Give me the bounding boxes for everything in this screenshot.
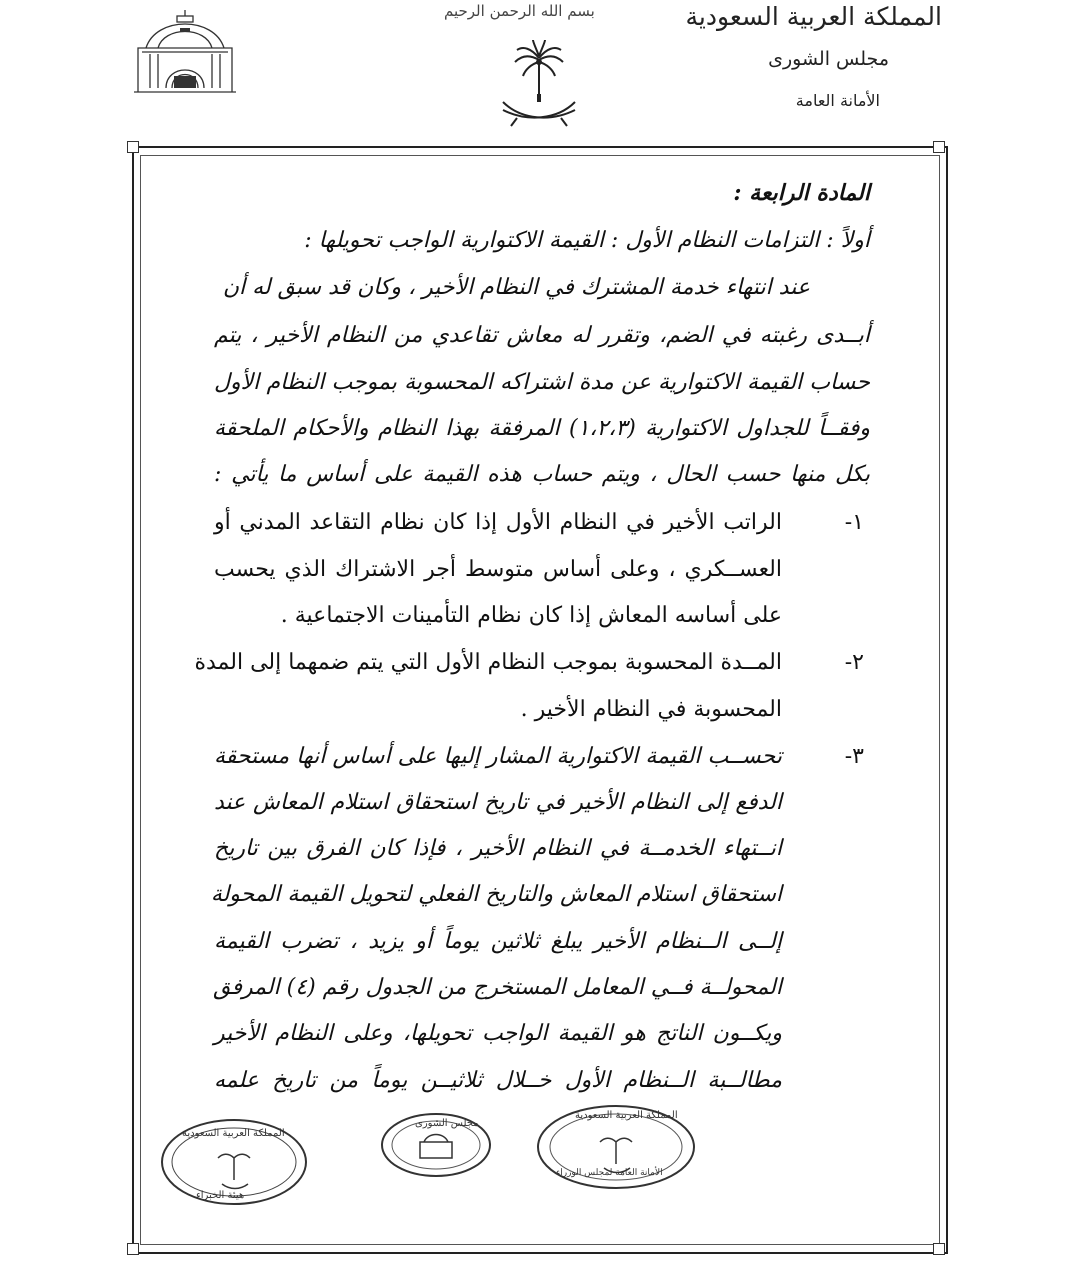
paragraph-line: أبــدى رغبته في الضم، وتقرر له معاش تقاعدي من النظام الأخير ، يتم [214,323,870,348]
item-line: الراتب الأخير في النظام الأول إذا كان نظام التقاعد المدني أو [214,510,782,535]
article-title: المادة الرابعة : [733,180,870,206]
secretariat-name: الأمانة العامة [795,91,880,110]
frame-corner [127,141,139,153]
council-name: مجلس الشورى [768,48,889,70]
item-line: استحقاق استلام المعاش والتاريخ الفعلي لتحويل القيمة المحولة [210,882,782,907]
item-number: ٢- [844,650,864,675]
item-line: انــتهاء الخدمــة في النظام الأخير ، فإذا كان الفرق بين تاريخ [214,836,782,861]
item-line: على أساسه المعاش إذا كان نظام التأمينات الاجتماعية . [280,603,782,628]
country-name: المملكة العربية السعودية [685,2,942,31]
item-line: العســكري ، وعلى أساس متوسط أجر الاشتراك الذي يحسب [214,557,782,582]
stamp-center-text: مجلس الشورى [415,1118,479,1129]
scan-artifact [130,1254,990,1264]
item-line: تحســب القيمة الاكتوارية المشار إليها على أساس أنها مستحقة [214,744,782,769]
item-number: ١- [844,510,864,535]
frame-corner [933,141,945,153]
item-line: ويكــون الناتج هو القيمة الواجب تحويلها، وعلى النظام الأخير [214,1021,782,1046]
shura-building-logo-icon [128,8,242,96]
stamp-right-text: المملكة العربية السعودية [575,1110,678,1121]
stamp-left-text: المملكة العربية السعودية [182,1128,285,1139]
item-line: المحولــة فــي المعامل المستخرج من الجدول رقم (٤) المرفق [213,975,782,1000]
item-line: الدفع إلى النظام الأخير في تاريخ استحقاق استلام المعاش عند [214,790,782,815]
item-line: مطالــبة الــنظام الأول خــلال ثلاثيــن يوماً من تاريخ علمه [214,1068,782,1093]
paragraph-line: وفقــاً للجداول الاكتوارية (١،٢،٣) المرفقة بهذا النظام والأحكام الملحقة [214,416,870,441]
paragraph-line: حساب القيمة الاكتوارية عن مدة اشتراكه المحسوبة بموجب النظام الأول [214,370,870,395]
basmala: بسم الله الرحمن الرحيم [444,2,595,20]
paragraph-line: بكل منها حسب الحال ، ويتم حساب هذه القيمة على أساس ما يأتي : [214,462,870,487]
first-heading: أولاً : التزامات النظام الأول : القيمة الاكتوارية الواجب تحويلها : [304,228,870,253]
stamp-left-sub: هيئة الخبراء [196,1190,245,1201]
paragraph-line: عند انتهاء خدمة المشترك في النظام الأخير ، وكان قد سبق له أن [222,275,810,300]
item-line: المحسوبة في النظام الأخير . [520,697,782,722]
item-number: ٣- [844,744,864,769]
palm-swords-emblem-icon [497,38,581,134]
item-line: إلــى الــنظام الأخير يبلغ ثلاثين يوماً أو يزيد ، تضرب القيمة [214,929,782,954]
stamp-right-sub: الأمانة العامة لمجلس الوزراء [556,1168,663,1178]
item-line: المــدة المحسوبة بموجب النظام الأول التي يتم ضمهما إلى المدة [194,650,782,675]
